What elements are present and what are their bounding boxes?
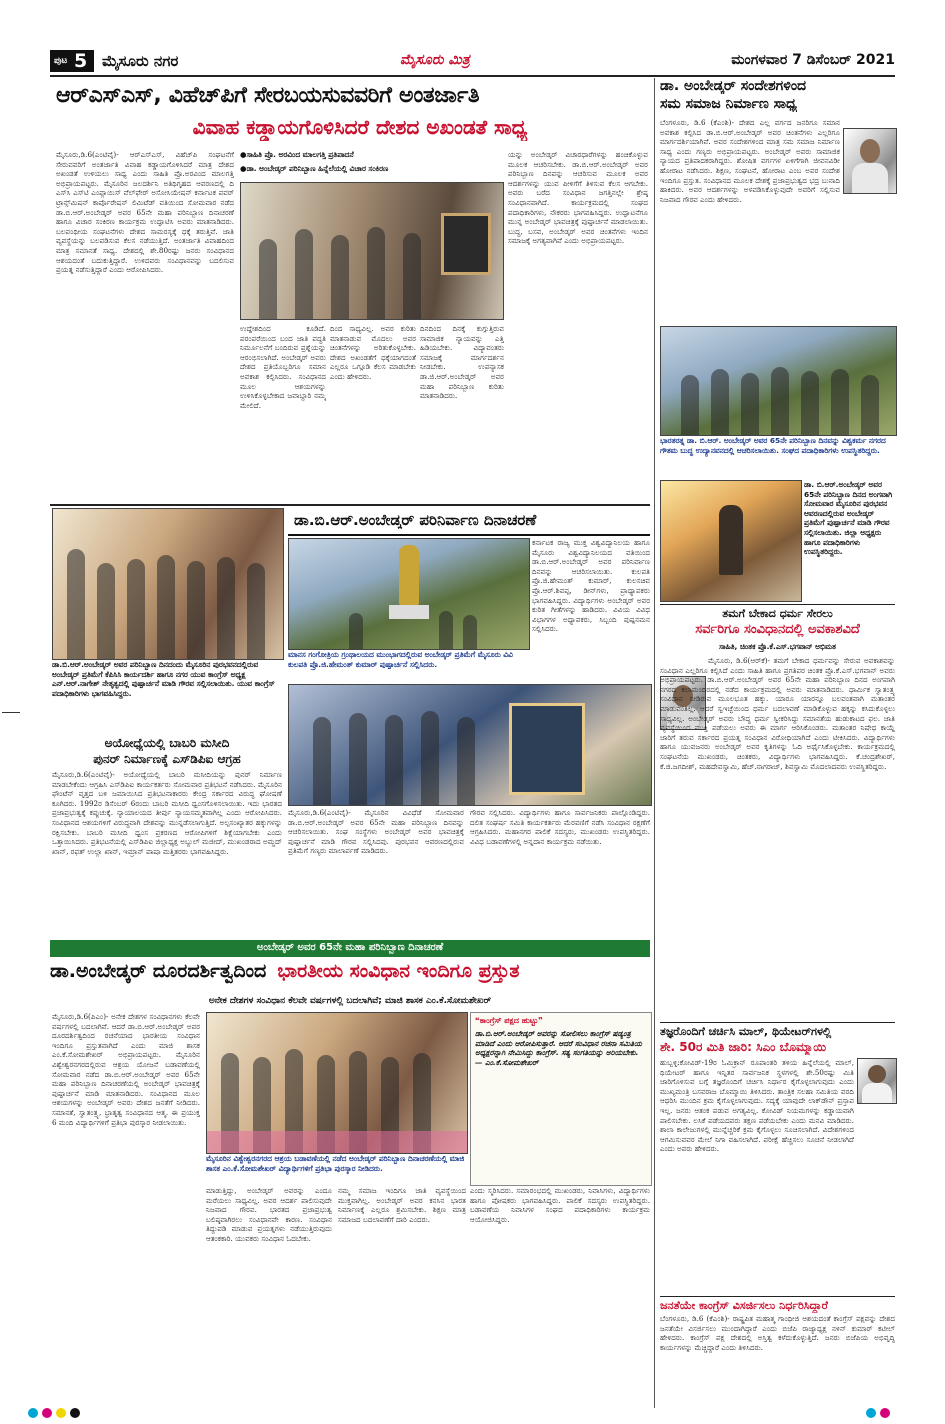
center-lower-body: ಮೈಸೂರು,ಡಿ.6(ಎಂಟಿವೈ)- ಮೈಸೂರಿನ ವಿವಿಧೆಡೆ ಸೋಮವಾರ ಡಾ.ಬಿ.ಆರ್.ಅಂಬೇಡ್ಕರ್ ಅವರ 65ನೇ ಮಹಾ ಪರಿನಿಬ್ಬಾಣ ದಿನವನ್ನು ಆಚರಿಸಲಾಯಿತು. ಸಂಘ ಸಂಸ್ಥೆಗಳು ಅಂಬೇಡ್ಕರ್ ಅವರ ಭಾವಚಿತ್ರಕ್ಕೆ ಪುಷ್ಪಾರ್ಚನೆ ಮಾಡಿ ಗೌರವ ಸಲ್ಲಿಸಿದವು. ಪುರಭವನ ಆವರಣದಲ್ಲಿರುವ ಪ್ರತಿಮೆಗೆ ಗಣ್ಯರು ಮಾಲಾರ್ಪಣೆ ಮಾಡಿದರು. [288,808,464,856]
portrait-frame [441,213,491,275]
ayodhya-headline-1: ಅಯೋಧ್ಯೆಯಲ್ಲಿ ಬಾಬರಿ ಮಸೀದಿ [104,736,230,750]
bottom-col-4: ಎಂದು ಸ್ಮರಿಸಿದರು. ಸಮಾರಂಭದಲ್ಲಿ ಮುಖಂಡರು, ನಿವಾಸಿಗಳು, ವಿದ್ಯಾರ್ಥಿಗಳು ಹಾಗೂ ಪೋಷಕರು ಭಾಗವಹಿಸಿದ್ದರು. ಪಾಲಿಕೆ ಸದಸ್ಯರು ಉಪಸ್ಥಿತರಿದ್ದರು. ಬಡಾವಣೆಯ ನಿವಾಸಿಗಳ ಸಂಘದ ಪದಾಧಿಕಾರಿಗಳು ಕಾರ್ಯಕ್ರಮ ಆಯೋಜಿಸಿದ್ದರು. [470,1186,650,1224]
right-last-rule [660,1296,895,1297]
ayodhya-headline-2: ಪುನರ್ ನಿರ್ಮಾಣಕ್ಕೆ ಎಸ್‌ಡಿಪಿಐ ಆಗ್ರಹ [93,752,241,766]
right-mid-byline: ಸಾಹಿತಿ, ಚಿಂತಕ ಪ್ರೊ.ಕೆ.ಎಸ್.ಭಗವಾನ್ ಅಭಿಮತ [719,642,836,651]
center-lower-body-b: ಗೌರವ ಸಲ್ಲಿಸಿದರು. ವಿದ್ಯಾರ್ಥಿಗಳು ಹಾಗೂ ಸಾರ್ವಜನಿಕರು ಪಾಲ್ಗೊಂಡಿದ್ದರು. ದಲಿತ ಸಂಘರ್ಷ ಸಮಿತಿ ಕಾರ್ಯಕರ್ತರು ಮೆರವಣಿಗೆ ನಡೆಸಿ ಸಂವಿಧಾನ ರಕ್ಷಣೆಗೆ ಆಗ್ರಹಿಸಿದರು. ಮಹಾನಗರ ಪಾಲಿಕೆ ಸದಸ್ಯರು, ಮುಖಂಡರು ಉಪಸ್ಥಿತರಿದ್ದರು. ವಿವಿಧ ಬಡಾವಣೆಗಳಲ್ಲಿ ಅನ್ನದಾನ ಕಾರ್ಯಕ್ರಮ ನಡೆಯಿತು. [470,808,650,846]
page-number: 5 [74,50,88,72]
bottom-event-photo [206,1012,468,1154]
right-top-headline-2: ಸಮ ಸಮಾಜ ನಿರ್ಮಾಣ ಸಾಧ್ಯ [660,96,798,112]
registration-mark-cyan-right [866,1408,876,1418]
right-top-group-photo [660,326,897,436]
column-rule [654,78,655,1408]
bottom-kicker: ಅಂಬೇಡ್ಕರ್ ಅವರ 65ನೇ ಮಹಾ ಪರಿನಿಬ್ಬಾಣ ದಿನಾಚರಣೆ [256,942,444,953]
bottom-headline-red: ಭಾರತೀಯ ಸಂವಿಧಾನ ಇಂದಿಗೂ ಪ್ರಸ್ತುತ [277,960,520,982]
portrait-on-easel [509,703,585,795]
right-top-photo-caption: ಭಾರತರತ್ನ ಡಾ. ಬಿ.ಆರ್. ಅಂಬೇಡ್ಕರ್ ಅವರ 65ನೇ ಪರಿನಿಬ್ಬಾಣ ದಿನವನ್ನು ವಿಶ್ವಕರ್ಮ ನಗರದ ಗೌತಮ ಬುದ್ಧ ಉದ್ಯಾನವನದಲ್ಲಿ ಆಚರಿಸಲಾಯಿತು. ಸಂಘದ ಪದಾಧಿಕಾರಿಗಳು ಉಪಸ್ಥಿತರಿದ್ದರು. [660,436,886,455]
lead-body-mid: ಯನ್ನು ಅಂಬೇಡ್ಕರ್ ವಿಚಾರಧಾರೆಗಳನ್ನು ಹಂಚಿಕೊಳ್ಳುವ ಮೂಲಕ ಆಚರಿಸಬೇಕು. ಡಾ.ಬಿ.ಆರ್.ಅಂಬೇಡ್ಕರ್ ಅವರ ಪರಿನಿಬ್ಬಾಣ ದಿನವನ್ನು ಆಚರಿಸುವ ಮೂಲಕ ಅವರ ಆದರ್ಶಗಳನ್ನು ಯುವ ಪೀಳಿಗೆಗೆ ತಿಳಿಸುವ ಕೆಲಸ ಆಗಬೇಕು. ಅವರು ಬರೆದ ಸಂವಿಧಾನ ಜಗತ್ತಿನಲ್ಲೇ ಶ್ರೇಷ್ಠ ಸಂವಿಧಾನವಾಗಿದೆ. ಕಾರ್ಯಕ್ರಮದಲ್ಲಿ ಸಂಘದ ಪದಾಧಿಕಾರಿಗಳು, ನೌಕರರು ಭಾಗವಹಿಸಿದ್ದರು. ಉದ್ಘಾಟನೆಗೂ ಮುನ್ನ ಅಂಬೇಡ್ಕರ್ ಭಾವಚಿತ್ರಕ್ಕೆ ಪುಷ್ಪಾರ್ಚನೆ ಮಾಡಲಾಯಿತು. ಬುದ್ಧ, ಬಸವ, ಅಂಬೇಡ್ಕರ್ ಅವರ ಚಿಂತನೆಗಳು ಇಂದಿನ ಸಮಾಜಕ್ಕೆ ಅಗತ್ಯವಾಗಿವೆ ಎಂದು ಅಭಿಪ್ರಾಯಪಟ್ಟರು. [508,150,648,246]
right-last-headline: ಜನತೆಯೇ ಕಾಂಗ್ರೆಸ್ ವಿಸರ್ಜಿಸಲು ನಿರ್ಧರಿಸಿದ್ದಾರೆ [660,1299,828,1312]
university-statue-photo [288,538,530,650]
lead-photo [240,182,504,320]
youth-congress-photo [52,508,284,660]
golden-statue [399,545,419,605]
statue-side-caption: ಡಾ. ಬಿ.ಆರ್.ಅಂಬೇಡ್ಕರ್ ಅವರ 65ನೇ ಪರಿನಿಬ್ಬಾಣ ದಿನದ ಅಂಗವಾಗಿ ಸೋಮವಾರ ಮೈಸೂರಿನ ಪುರಭವನ ಆವರಣದಲ್ಲಿರುವ ಅಂಬೇಡ್ಕರ್ ಪ್ರತಿಮೆಗೆ ಪುಷ್ಪಾರ್ಚನೆ ಮಾಡಿ ಗೌರವ ಸಲ್ಲಿಸಲಾಯಿತು. ಜಿಲ್ಲಾ ಅಧ್ಯಕ್ಷರು ಹಾಗೂ ಪದಾಧಿಕಾರಿಗಳು ಉಪಸ್ಥಿತರಿದ್ದರು. [804,480,893,557]
right-mid-rule [660,604,895,605]
right-bottom-headline-2: ಶೇ. 50ರ ಮಿತಿ ಜಾರಿ: ಸಿಎಂ ಬೊಮ್ಮಾಯಿ [660,1040,827,1054]
page-label: ಪುಟ [54,56,68,66]
quote-body: ಡಾ.ಬಿ.ಆರ್.ಅಂಬೇಡ್ಕರ್ ಅವರನ್ನು ಸೋಲಿಸಲು ಕಾಂಗ್ರೆಸ್ ಷಡ್ಯಂತ್ರ ಮಾಡಿದೆ ಎಂದು ಆರೋಪಿಸುತ್ತಾರೆ. ಆದರೆ ಸಂವಿಧಾನ ರಚನಾ ಸಮಿತಿಯ ಅಧ್ಯಕ್ಷರನ್ನಾಗಿ ನೇಮಿಸಿದ್ದು ಕಾಂಗ್ರೆಸ್. ಸತ್ಯ ಸಂಗತಿಯನ್ನು ಅರಿಯಬೇಕು. — ಎಂ.ಕೆ.ಸೋಮಶೇಖರ್ [475,1029,642,1067]
lead-headline-2: ವಿವಾಹ ಕಡ್ಡಾಯಗೊಳಿಸಿದರೆ ದೇಶದ ಅಖಂಡತೆ ಸಾಧ್ಯ [192,115,528,139]
right-last-body: ಬೆಂಗಳೂರು, ಡಿ.6 (ಕೆಎಂಶಿ)- ರಾಷ್ಟ್ರಪಿತ ಮಹಾತ್ಮ ಗಾಂಧೀಜಿ ಆಶಯದಂತೆ ಕಾಂಗ್ರೆಸ್ ಪಕ್ಷವನ್ನು ದೇಶದ ಜನತೆಯೇ ವಿಸರ್ಜಿಸಲು ಮುಂದಾಗಿದ್ದಾರೆ ಎಂದು ಬಿಜೆಪಿ ರಾಜ್ಯಾಧ್ಯಕ್ಷ ನಳಿನ್ ಕುಮಾರ್ ಕಟೀಲ್ ಹೇಳಿದರು. ಕಾಂಗ್ರೆಸ್ ಪಕ್ಷ ದೇಶದಲ್ಲಿ ಅಸ್ತಿತ್ವ ಕಳೆದುಕೊಳ್ಳುತ್ತಿದೆ. ಜನರು ಬಿಜೆಪಿಯ ಅಭಿವೃದ್ಧಿ ಕಾರ್ಯಗಳನ್ನು ಮೆಚ್ಚಿದ್ದಾರೆ ಎಂದು ತಿಳಿಸಿದರು. [660,1314,895,1352]
portrait-ceremony-photo [288,684,652,806]
lead-kicker-2: ●ಡಾ. ಅಂಬೇಡ್ಕರ್ ಪರಿನಿಬ್ಬಾಣ ಹಿನ್ನೆಲೆಯಲ್ಲಿ ವಿಚಾರ ಸಂಕಿರಣ [240,164,389,173]
bottom-headline-black: ಡಾ.ಅಂಬೇಡ್ಕರ್ ದೂರದರ್ಶಿತ್ವದಿಂದ [50,960,267,982]
lead-body-bottom-a: ಉದ್ದೇಶದಿಂದ ಕೂಡಿದೆ. ಪರಂಪರೆಯಿಂದ ಬಂದ ಜಾತಿ ಪದ್ಧತಿ ನಿರ್ಮೂಲನೆಗೆ ಬಂದಿರುವ ಪ್ರಶ್ನೆಯನ್ನು ಆರಂಭಿಸಲಾಗಿದೆ. ಅಂಬೇಡ್ಕರ್ ಅವರು ದೇಶದ ಪ್ರತಿಯೊಬ್ಬರಿಗೂ ಸಮಾನ ಅವಕಾಶ ಕಲ್ಪಿಸಿದರು. ಸಂವಿಧಾನದ ಮೂಲ ಆಶಯಗಳನ್ನು ಉಳಿಸಿಕೊಳ್ಳಬೇಕಾದ ಜವಾಬ್ದಾರಿ ನಮ್ಮ ಮೇಲಿದೆ. [240,324,326,410]
right-top-portrait [843,128,897,194]
registration-mark-magenta-right [880,1408,890,1418]
center-banner-title: ಡಾ.ಬಿ.ಆರ್.ಅಂಬೇಡ್ಕರ್ ಪರಿನಿರ್ವಾಣ ದಿನಾಚರಣೆ [294,511,537,529]
ayodhya-body: ಮೈಸೂರು,ಡಿ.6(ಎಂಟಿವೈ)- ಅಯೋಧ್ಯೆಯಲ್ಲಿ ಬಾಬರಿ ಮಸೀದಿಯನ್ನು ಪುನರ್ ನಿರ್ಮಾಣ ಮಾಡಬೇಕೆಂದು ಆಗ್ರಹಿಸಿ ಎಸ್‌ಡಿಪಿಐ ಕಾರ್ಯಕರ್ತರು ಸೋಮವಾರ ಪ್ರತಿಭಟನೆ ನಡೆಸಿದರು. ಮೈಸೂರಿನ ಫೌಂಟೆನ್ ವೃತ್ತದ ಬಳಿ ಜಮಾಯಿಸಿದ ಪ್ರತಿಭಟನಾಕಾರರು ಕೇಂದ್ರ ಸರ್ಕಾರದ ವಿರುದ್ಧ ಘೋಷಣೆ ಕೂಗಿದರು. 1992ರ ಡಿಸೆಂಬರ್ 6ರಂದು ಬಾಬರಿ ಮಸೀದಿ ಧ್ವಂಸಗೊಳಿಸಲಾಯಿತು. ಇದು ಭಾರತದ ಪ್ರಜಾಪ್ರಭುತ್ವಕ್ಕೆ ಕಪ್ಪುಚುಕ್ಕೆ. ನ್ಯಾಯಾಲಯದ ತೀರ್ಪು ನ್ಯಾಯಸಮ್ಮತವಾಗಿಲ್ಲ ಎಂದು ಆರೋಪಿಸಿದರು. ಸಂವಿಧಾನದ ಆಶಯಗಳಿಗೆ ವಿರುದ್ಧವಾಗಿ ದೇಶವನ್ನು ಮುನ್ನಡೆಸಲಾಗುತ್ತಿದೆ. ಅಲ್ಪಸಂಖ್ಯಾತರ ಹಕ್ಕುಗಳನ್ನು ರಕ್ಷಿಸಬೇಕು. ಬಾಬರಿ ಮಸೀದಿ ಧ್ವಂಸ ಪ್ರಕರಣದ ಆರೋಪಿಗಳಿಗೆ ಶಿಕ್ಷೆಯಾಗಬೇಕು ಎಂದು ಒತ್ತಾಯಿಸಿದರು. ಪ್ರತಿಭಟನೆಯಲ್ಲಿ ಎಸ್‌ಡಿಪಿಐ ಜಿಲ್ಲಾಧ್ಯಕ್ಷ ಅಬ್ದುಲ್ ಮಜೀದ್, ಮುಖಂಡರಾದ ಅಮ್ಜದ್ ಖಾನ್, ರಫತ್ ಉಲ್ಲಾ ಖಾನ್, ಇಮ್ರಾನ್ ಪಾಷಾ ಮತ್ತಿತರರು ಭಾಗವಹಿಸಿದ್ದರು. [52,770,282,856]
masthead [50,50,895,74]
university-statue-caption: ಮಾನಸ ಗಂಗೋತ್ರಿಯ ಗ್ರಂಥಾಲಯದ ಮುಂಭಾಗದಲ್ಲಿರುವ ಅಂಬೇಡ್ಕರ್ ಪ್ರತಿಮೆಗೆ ಮೈಸೂರು ವಿವಿ ಕುಲಪತಿ ಪ್ರೊ.ಜಿ.ಹೇಮಂತ್ ಕುಮಾರ್ ಪುಷ್ಪಾರ್ಚನೆ ಸಲ್ಲಿಸಿದರು. [288,650,513,669]
registration-mark-yellow [56,1408,66,1418]
lead-body-bottom-c: ದಿನದಿಂದ ದಿನಕ್ಕೆ ಕುಗ್ಗುತ್ತಿರುವ ಸಾಮಾಜಿಕ ನ್ಯಾಯವನ್ನು ಎತ್ತಿ ಹಿಡಿಯಬೇಕು. ವಿದ್ಯಾವಂತರು ಸಮಾಜಕ್ಕೆ ಮಾರ್ಗದರ್ಶನ ನೀಡಬೇಕು. ಉಪನ್ಯಾಸಕ ಡಾ.ಜಿ.ಆರ್.ಅಂಬೇಡ್ಕರ್ ಅವರ ಮಹಾ ಪರಿನಿಬ್ಬಾಣ ಕುರಿತು ಮಾತನಾಡಿದರು. [420,324,504,401]
margin-tick [2,712,20,713]
statue-side-photo [660,480,802,602]
registration-mark-cyan [28,1408,38,1418]
bottom-headline-row [50,960,650,994]
masthead-rule [50,75,895,77]
right-mid-headline-2: ಸರ್ವರಿಗೂ ಸಂವಿಧಾನದಲ್ಲಿ ಅವಕಾಶವಿದೆ [695,622,860,637]
bottom-photo-caption: ಮೈಸೂರಿನ ವಿಶ್ವೇಶ್ವರನಗರದ ಆಶ್ರಯ ಬಡಾವಣೆಯಲ್ಲಿ ನಡೆದ ಅಂಬೇಡ್ಕರ್ ಪರಿನಿಬ್ಬಾಣ ದಿನಾಚರಣೆಯಲ್ಲಿ ಮಾಜಿ ಶಾಸಕ ಎಂ.ಕೆ.ಸೋಮಶೇಖರ್ ವಿದ್ಯಾರ್ಥಿಗಳಿಗೆ ಪ್ರತಿಭಾ ಪುರಸ್ಕಾರ ನೀಡಿದರು. [206,1154,465,1173]
issue-date: ಮಂಗಳವಾರ 7 ಡಿಸೆಂಬರ್ 2021 [731,52,895,68]
right-top-headline-1: ಡಾ. ಅಂಬೇಡ್ಕರ್ ಸಂದೇಶಗಳಿಂದ [660,78,807,94]
bottom-col-1: ಮೈಸೂರು,ಡಿ.6(ಪಿಎಂ)- ಅನೇಕ ದೇಶಗಳ ಸಂವಿಧಾನಗಳು ಕೆಲವೇ ವರ್ಷಗಳಲ್ಲಿ ಬದಲಾಗಿವೆ. ಆದರೆ ಡಾ.ಬಿ.ಆರ್.ಅಂಬೇಡ್ಕರ್ ಅವರ ದೂರದರ್ಶಿತ್ವದಿಂದ ರಚನೆಯಾದ ಭಾರತೀಯ ಸಂವಿಧಾನ ಇಂದಿಗೂ ಪ್ರಸ್ತುತವಾಗಿದೆ ಎಂದು ಮಾಜಿ ಶಾಸಕ ಎಂ.ಕೆ.ಸೋಮಶೇಖರ್ ಅಭಿಪ್ರಾಯಪಟ್ಟರು. ಮೈಸೂರಿನ ವಿಶ್ವೇಶ್ವರನಗರದಲ್ಲಿರುವ ಆಶ್ರಯ ಯೋಜನೆ ಬಡಾವಣೆಯಲ್ಲಿ ಸೋಮವಾರ ನಡೆದ ಡಾ.ಬಿ.ಆರ್.ಅಂಬೇಡ್ಕರ್ ಅವರ 65ನೇ ಮಹಾ ಪರಿನಿಬ್ಬಾಣ ದಿನಾಚರಣೆಯಲ್ಲಿ ಅಂಬೇಡ್ಕರ್ ಭಾವಚಿತ್ರಕ್ಕೆ ಪುಷ್ಪಾರ್ಚನೆ ಮಾಡಿ ಮಾತನಾಡಿದರು. ಸಂವಿಧಾನದ ಮೂಲ ಆಶಯಗಳನ್ನು ಅಂಬೇಡ್ಕರ್ ಅವರು ದೇಶದ ಜನತೆಗೆ ನೀಡಿದರು. ಸಮಾನತೆ, ಸ್ವಾತಂತ್ರ್ಯ, ಭ್ರಾತೃತ್ವ ಸಂವಿಧಾನದ ಆತ್ಮ. ಈ ಪ್ರಯುಕ್ತ 6 ಮಂದಿ ವಿದ್ಯಾರ್ಥಿಗಳಿಗೆ ಪ್ರತಿಭಾ ಪುರಸ್ಕಾರ ನೀಡಲಾಯಿತು. [52,1012,200,1127]
center-section-rule [50,504,650,506]
lead-kicker-1: ●ಸಾಹಿತಿ ಪ್ರೊ. ಅರವಿಂದ ಮಾಲಗತ್ತಿ ಪ್ರತಿಪಾದನೆ [240,150,354,159]
right-mid-body: ಮೈಸೂರು, ಡಿ.6(ಆರ್‌ಕೆ)- ತಮಗೆ ಬೇಕಾದ ಧರ್ಮವನ್ನು ಸೇರುವ ಅವಕಾಶವನ್ನು ಸಂವಿಧಾನ ಎಲ್ಲರಿಗೂ ಕಲ್ಪಿಸಿದೆ ಎಂದು ಸಾಹಿತಿ ಹಾಗೂ ಪ್ರಗತಿಪರ ಚಿಂತಕ ಪ್ರೊ.ಕೆ.ಎಸ್.ಭಗವಾನ್ ಅವರು ಅಭಿಪ್ರಾಯಪಟ್ಟರು. ಡಾ.ಬಿ.ಆರ್.ಅಂಬೇಡ್ಕರ್ ಅವರ 65ನೇ ಮಹಾ ಪರಿನಿಬ್ಬಾಣ ದಿನದ ಅಂಗವಾಗಿ ನಗರದ ಕಲಾಮಂದಿರದಲ್ಲಿ ನಡೆದ ಕಾರ್ಯಕ್ರಮದಲ್ಲಿ ಅವರು ಮಾತನಾಡಿದರು. ಧಾರ್ಮಿಕ ಸ್ವಾತಂತ್ರ್ಯ ಸಂವಿಧಾನ ನೀಡಿರುವ ಮೂಲಭೂತ ಹಕ್ಕು. ಯಾರೂ ಯಾರನ್ನೂ ಬಲವಂತವಾಗಿ ಮತಾಂತರ ಮಾಡುವಂತಿಲ್ಲ. ಆದರೆ ಸ್ವಇಚ್ಛೆಯಿಂದ ಧರ್ಮ ಬದಲಾವಣೆ ಮಾಡಿಕೊಳ್ಳುವ ಹಕ್ಕನ್ನು ಕಸಿದುಕೊಳ್ಳಲು ಸಾಧ್ಯವಿಲ್ಲ. ಅಂಬೇಡ್ಕರ್ ಅವರು ಬೌದ್ಧ ಧರ್ಮ ಸ್ವೀಕರಿಸಿದ್ದು ಸಮಾನತೆಯ ಹುಡುಕಾಟದ ಫಲ. ಜಾತಿ ವ್ಯವಸ್ಥೆಯಿಂದ ಮುಕ್ತಿ ಪಡೆಯಲು ಅವರು ಈ ಮಾರ್ಗ ಆರಿಸಿಕೊಂಡರು. ಮತಾಂತರ ನಿಷೇಧ ಕಾಯ್ದೆ ಜಾರಿಗೆ ತರುವ ಸರ್ಕಾರದ ಪ್ರಯತ್ನ ಸಂವಿಧಾನ ವಿರೋಧಿಯಾಗಿದೆ ಎಂದು ಟೀಕಿಸಿದರು. ವಿದ್ಯಾರ್ಥಿಗಳು ಹಾಗೂ ಯುವಜನರು ಅಂಬೇಡ್ಕರ್ ಅವರ ಕೃತಿಗಳನ್ನು ಓದಿ ಅರ್ಥೈಸಿಕೊಳ್ಳಬೇಕು. ಕಾರ್ಯಕ್ರಮದಲ್ಲಿ ಸಂಘಟನೆಯ ಮುಖಂಡರು, ಚಿಂತಕರು, ವಿದ್ಯಾರ್ಥಿಗಳು ಭಾಗವಹಿಸಿದ್ದರು. ಕೆ.ಚಂದ್ರಶೇಖರ್, ಕೆ.ಜಿ.ಜಗದೀಶ್, ಮಹದೇವಸ್ವಾಮಿ, ಹೆಚ್.ನಾಗರಾಜ್, ಶಿವಸ್ವಾಮಿ ಮೊದಲಾದವರು ಉಪಸ್ಥಿತರಿದ್ದರು. [660,656,895,771]
right-bottom-body: ಹುಬ್ಬಳ್ಳಿ:ಕೋವಿಡ್-19ರ ಓಮಿಕ್ರಾನ್ ರೂಪಾಂತರಿ ತಳಿಯ ಹಿನ್ನೆಲೆಯಲ್ಲಿ ಮಾಲ್, ಥಿಯೇಟರ್ ಹಾಗೂ ಇನ್ನಿತರ ಸಾರ್ವಜನಿಕ ಸ್ಥಳಗಳಲ್ಲಿ ಶೇ.50ರಷ್ಟು ಮಿತಿ ಜಾರಿಗೊಳಿಸುವ ಬಗ್ಗೆ ತಜ್ಞರೊಂದಿಗೆ ಚರ್ಚಿಸಿ ನಿರ್ಧಾರ ಕೈಗೊಳ್ಳಲಾಗುವುದು ಎಂದು ಮುಖ್ಯಮಂತ್ರಿ ಬಸವರಾಜ ಬೊಮ್ಮಾಯಿ ತಿಳಿಸಿದರು. ತಾಂತ್ರಿಕ ಸಲಹಾ ಸಮಿತಿಯ ವರದಿ ಆಧರಿಸಿ ಮುಂದಿನ ಕ್ರಮ ಕೈಗೊಳ್ಳಲಾಗುವುದು. ಸದ್ಯಕ್ಕೆ ಯಾವುದೇ ಲಾಕ್‌ಡೌನ್ ಪ್ರಸ್ತಾಪ ಇಲ್ಲ. ಜನರು ಆತಂಕ ಪಡುವ ಅಗತ್ಯವಿಲ್ಲ. ಕೋವಿಡ್ ನಿಯಮಗಳನ್ನು ಕಡ್ಡಾಯವಾಗಿ ಪಾಲಿಸಬೇಕು. ಲಸಿಕೆ ಪಡೆಯದವರು ತಕ್ಷಣ ಪಡೆಯಬೇಕು ಎಂದು ಮನವಿ ಮಾಡಿದರು. ಶಾಲಾ ಕಾಲೇಜುಗಳಲ್ಲಿ ಮುನ್ನೆಚ್ಚರಿಕೆ ಕ್ರಮ ಕೈಗೊಳ್ಳಲು ಸೂಚಿಸಲಾಗಿದೆ. ವಿದೇಶಗಳಿಂದ ಆಗಮಿಸುವವರ ಮೇಲೆ ನಿಗಾ ವಹಿಸಲಾಗಿದೆ. ಪರೀಕ್ಷೆ ಹೆಚ್ಚಿಸಲು ಸೂಚನೆ ನೀಡಲಾಗಿದೆ ಎಂದು ಅವರು ಹೇಳಿದರು. [660,1058,854,1154]
lead-headline-1: ಆರ್‌ಎಸ್‌ಎಸ್, ವಿಹೆಚ್‌ಪಿಗೆ ಸೇರಬಯಸುವವರಿಗೆ ಅಂತರ್ಜಾತಿ [56,83,480,108]
lead-body-bottom-b: ದಿಂದ ಸಾಧ್ಯವಿಲ್ಲ. ಅವರ ಕುರಿತು ಮಾತನಾಡುವ ಮೊದಲು ಅವರ ಚಿಂತನೆಗಳನ್ನು ಅರಿತುಕೊಳ್ಳಬೇಕು. ದೇಶದ ಅಖಂಡತೆಗೆ ಧಕ್ಕೆಯಾಗದಂತೆ ಎಲ್ಲರೂ ಒಗ್ಗೂಡಿ ಕೆಲಸ ಮಾಡಬೇಕು ಎಂದು ಹೇಳಿದರು. [330,324,416,381]
statue-figure [719,505,743,575]
cm-portrait [857,1058,897,1104]
university-body: ಕರ್ನಾಟಕ ರಾಜ್ಯ ಮುಕ್ತ ವಿಶ್ವವಿದ್ಯಾನಿಲಯ ಹಾಗೂ ಮೈಸೂರು ವಿಶ್ವವಿದ್ಯಾನಿಲಯದ ವತಿಯಿಂದ ಡಾ.ಬಿ.ಆರ್.ಅಂಬೇಡ್ಕರ್ ಅವರ ಪರಿನಿರ್ವಾಣ ದಿನವನ್ನು ಆಚರಿಸಲಾಯಿತು. ಕುಲಪತಿ ಪ್ರೊ.ಜಿ.ಹೇಮಂತ್ ಕುಮಾರ್, ಕುಲಸಚಿವ ಪ್ರೊ.ಆರ್.ಶಿವಪ್ಪ, ಡೀನ್‌ಗಳು, ಪ್ರಾಧ್ಯಾಪಕರು ಭಾಗವಹಿಸಿದ್ದರು. ವಿದ್ಯಾರ್ಥಿಗಳು ಅಂಬೇಡ್ಕರ್ ಅವರ ಕುರಿತ ಗೀತೆಗಳನ್ನು ಹಾಡಿದರು. ವಿವಿಯ ವಿವಿಧ ವಿಭಾಗಗಳ ಅಧ್ಯಾಪಕರು, ಸಿಬ್ಬಂದಿ ಪುಷ್ಪನಮನ ಸಲ್ಲಿಸಿದರು. [532,538,650,634]
right-bottom-rule [660,1022,895,1023]
youth-congress-caption: ಡಾ.ಬಿ.ಆರ್.ಅಂಬೇಡ್ಕರ್ ಅವರ ಪರಿನಿಬ್ಬಾಣ ದಿನದಂದು ಮೈಸೂರಿನ ಪುರಭವನದಲ್ಲಿರುವ ಅಂಬೇಡ್ಕರ್ ಪ್ರತಿಮೆಗೆ ಕೆಪಿಸಿಸಿ ಕಾರ್ಯದರ್ಶಿ ಹಾಗೂ ನಗರ ಯುವ ಕಾಂಗ್ರೆಸ್ ಅಧ್ಯಕ್ಷ ಎನ್.ಆರ್.ನಾಗೇಶ್ ನೇತೃತ್ವದಲ್ಲಿ ಪುಷ್ಪಾರ್ಚನೆ ಮಾಡಿ ಗೌರವ ಸಲ್ಲಿಸಲಾಯಿತು. ಯುವ ಕಾಂಗ್ರೆಸ್ ಪದಾಧಿಕಾರಿಗಳು ಭಾಗವಹಿಸಿದ್ದರು. [52,660,275,698]
right-mid-headline-1: ತಮಗೆ ಬೇಕಾದ ಧರ್ಮ ಸೇರಲು [722,607,833,620]
section-title: ಮೈಸೂರು ನಗರ [102,52,179,70]
right-bottom-headline-1: ತಜ್ಞರೊಂದಿಗೆ ಚರ್ಚಿಸಿ ಮಾಲ್, ಥಿಯೇಟರ್‌ಗಳಲ್ಲಿ [660,1025,832,1038]
bottom-col-3: ನಮ್ಮ ಸಮಾಜ ಇಂದಿಗೂ ಜಾತಿ ವ್ಯವಸ್ಥೆಯಿಂದ ಮುಕ್ತವಾಗಿಲ್ಲ. ಅಂಬೇಡ್ಕರ್ ಅವರ ಕನಸಿನ ಭಾರತ ನಿರ್ಮಾಣಕ್ಕೆ ಎಲ್ಲರೂ ಶ್ರಮಿಸಬೇಕು. ಶಿಕ್ಷಣ ಮಾತ್ರ ಸಮಾಜದ ಬದಲಾವಣೆಗೆ ದಾರಿ ಎಂದರು. [338,1186,466,1224]
paper-name: ಮೈಸೂರು ಮಿತ್ರ [400,52,470,68]
lead-body-left: ಮೈಸೂರು,ಡಿ.6(ಎಂಟಿವೈ)- ಆರ್‌ಎಸ್‌ಎಸ್, ವಿಹೆಚ್‌ಪಿ ಸಂಘಟನೆಗೆ ಸೇರುವವರಿಗೆ ಅಂತರ್ಜಾತಿ ವಿವಾಹ ಕಡ್ಡಾಯಗೊಳಿಸಿದರೆ ಮಾತ್ರ ದೇಶದ ಅಖಂಡತೆ ಉಳಿಯಲು ಸಾಧ್ಯ ಎಂದು ಸಾಹಿತಿ ಪ್ರೊ.ಅರವಿಂದ ಮಾಲಗತ್ತಿ ಅಭಿಪ್ರಾಯಪಟ್ಟರು. ಮೈಸೂರಿನ ಜಲದರ್ಶಿನಿ ಅತಿಥಿಗೃಹದ ಆವರಣದಲ್ಲಿ ದಿ ಎಸ್‌ಸಿ ಎಸ್‌ಟಿ ಎಂಪ್ಲಾಯಿಸ್ ವೆಲ್‌ಫೇರ್ ಅಸೋಸಿಯೇಷನ್ ಕರ್ನಾಟಕ ಪವರ್ ಟ್ರಾನ್ಸ್‌ಮಿಷನ್ ಕಾರ್ಪೊರೇಷನ್ ಲಿಮಿಟೆಡ್ ವತಿಯಿಂದ ಸೋಮವಾರ ನಡೆದ ಡಾ.ಬಿ.ಆರ್.ಅಂಬೇಡ್ಕರ್ ಅವರ 65ನೇ ಮಹಾ ಪರಿನಿಬ್ಬಾಣ ದಿನಾಚರಣೆ ಹಾಗೂ ವಿಚಾರ ಸಂಕಿರಣ ಕಾರ್ಯಕ್ರಮ ಉದ್ಘಾಟಿಸಿ ಅವರು ಮಾತನಾಡಿದರು. ಬಲಪಂಥೀಯ ಸಂಘಟನೆಗಳು ದೇಶದ ಸಾಮರಸ್ಯಕ್ಕೆ ಧಕ್ಕೆ ತರುತ್ತಿವೆ. ಜಾತಿ ವ್ಯವಸ್ಥೆಯನ್ನು ಬಲಪಡಿಸುವ ಕೆಲಸ ನಡೆಯುತ್ತಿದೆ. ಅಂತರ್ಜಾತಿ ವಿವಾಹದಿಂದ ಮಾತ್ರ ಸಮಾನತೆ ಸಾಧ್ಯ. ದೇಶದಲ್ಲಿ ಶೇ.80ರಷ್ಟು ಜನರು ಸಂವಿಧಾನದ ಆಶಯದಂತೆ ಬದುಕುತ್ತಿದ್ದಾರೆ. ಉಳಿದವರು ಸಂವಿಧಾನವನ್ನು ಬದಲಿಸುವ ಪ್ರಯತ್ನ ನಡೆಸುತ್ತಿದ್ದಾರೆ ಎಂದು ಆರೋಪಿಸಿದರು. [56,150,234,275]
right-top-body: ಬೆಂಗಳೂರು, ಡಿ.6 (ಕೆಎಂಶಿ)- ದೇಶದ ಎಲ್ಲ ವರ್ಗದ ಜನರಿಗೂ ಸಮಾನ ಅವಕಾಶ ಕಲ್ಪಿಸಿದ ಡಾ.ಬಿ.ಆರ್.ಅಂಬೇಡ್ಕರ್ ಅವರ ಚಿಂತನೆಗಳು ಎಲ್ಲರಿಗೂ ಮಾರ್ಗದರ್ಶಿಯಾಗಿವೆ. ಅವರ ಸಂದೇಶಗಳಿಂದ ಮಾತ್ರ ಸಮ ಸಮಾಜ ನಿರ್ಮಾಣ ಸಾಧ್ಯ ಎಂದು ಗಣ್ಯರು ಅಭಿಪ್ರಾಯಪಟ್ಟರು. ಅಂಬೇಡ್ಕರ್ ಅವರು ಸಾಮಾಜಿಕ ನ್ಯಾಯದ ಪ್ರತಿಪಾದಕರಾಗಿದ್ದರು. ಶೋಷಿತ ವರ್ಗಗಳ ಏಳಿಗೆಗಾಗಿ ಜೀವನವಿಡೀ ಹೋರಾಟ ನಡೆಸಿದರು. ಶಿಕ್ಷಣ, ಸಂಘಟನೆ, ಹೋರಾಟ ಎಂಬ ಅವರ ಸಂದೇಶ ಇಂದಿಗೂ ಪ್ರಸ್ತುತ. ಸಂವಿಧಾನದ ಮೂಲಕ ದೇಶಕ್ಕೆ ಪ್ರಜಾಪ್ರಭುತ್ವದ ಭದ್ರ ಬುನಾದಿ ಹಾಕಿದರು. ಅವರ ಆದರ್ಶಗಳನ್ನು ಅಳವಡಿಸಿಕೊಳ್ಳುವುದೇ ಅವರಿಗೆ ಸಲ್ಲಿಸುವ ನಿಜವಾದ ಗೌರವ ಎಂದು ಹೇಳಿದರು. [660,118,840,204]
bottom-subhead: ಅನೇಕ ದೇಶಗಳ ಸಂವಿಧಾನ ಕೆಲವೇ ವರ್ಷಗಳಲ್ಲಿ ಬದಲಾಗಿವೆ; ಮಾಜಿ ಶಾಸಕ ಎಂ.ಕೆ.ಸೋಮಶೇಖರ್ [208,996,492,1006]
quote-box [470,1012,652,1186]
registration-mark-magenta [42,1408,52,1418]
bottom-kicker-bar [50,940,650,957]
quote-title: ❝ಕಾಂಗ್ರೆಸ್ ಪಕ್ಷದ ಹುಟ್ಟು❞ [475,1016,543,1025]
center-banner [288,508,650,536]
bottom-col-2: ಮಾಡುತ್ತಿದ್ದು, ಅಂಬೇಡ್ಕರ್ ಅವರನ್ನು ಎಂದೂ ಮರೆಯಲು ಸಾಧ್ಯವಿಲ್ಲ. ಅವರ ಆದರ್ಶ ಪಾಲಿಸುವುದೇ ನಿಜವಾದ ಗೌರವ. ಭಾರತದ ಪ್ರಜಾಪ್ರಭುತ್ವ ಬಲಿಷ್ಠವಾಗಿರಲು ಸಂವಿಧಾನವೇ ಕಾರಣ. ಸಂವಿಧಾನ ತಿದ್ದುಪಡಿ ಮಾಡುವ ಪ್ರಯತ್ನಗಳು ನಡೆಯುತ್ತಿರುವುದು ಆತಂಕಕಾರಿ. ಯುವಕರು ಸಂವಿಧಾನ ಓದಬೇಕು. [206,1186,332,1243]
page-number-badge [50,50,94,72]
registration-mark-black [70,1408,80,1418]
